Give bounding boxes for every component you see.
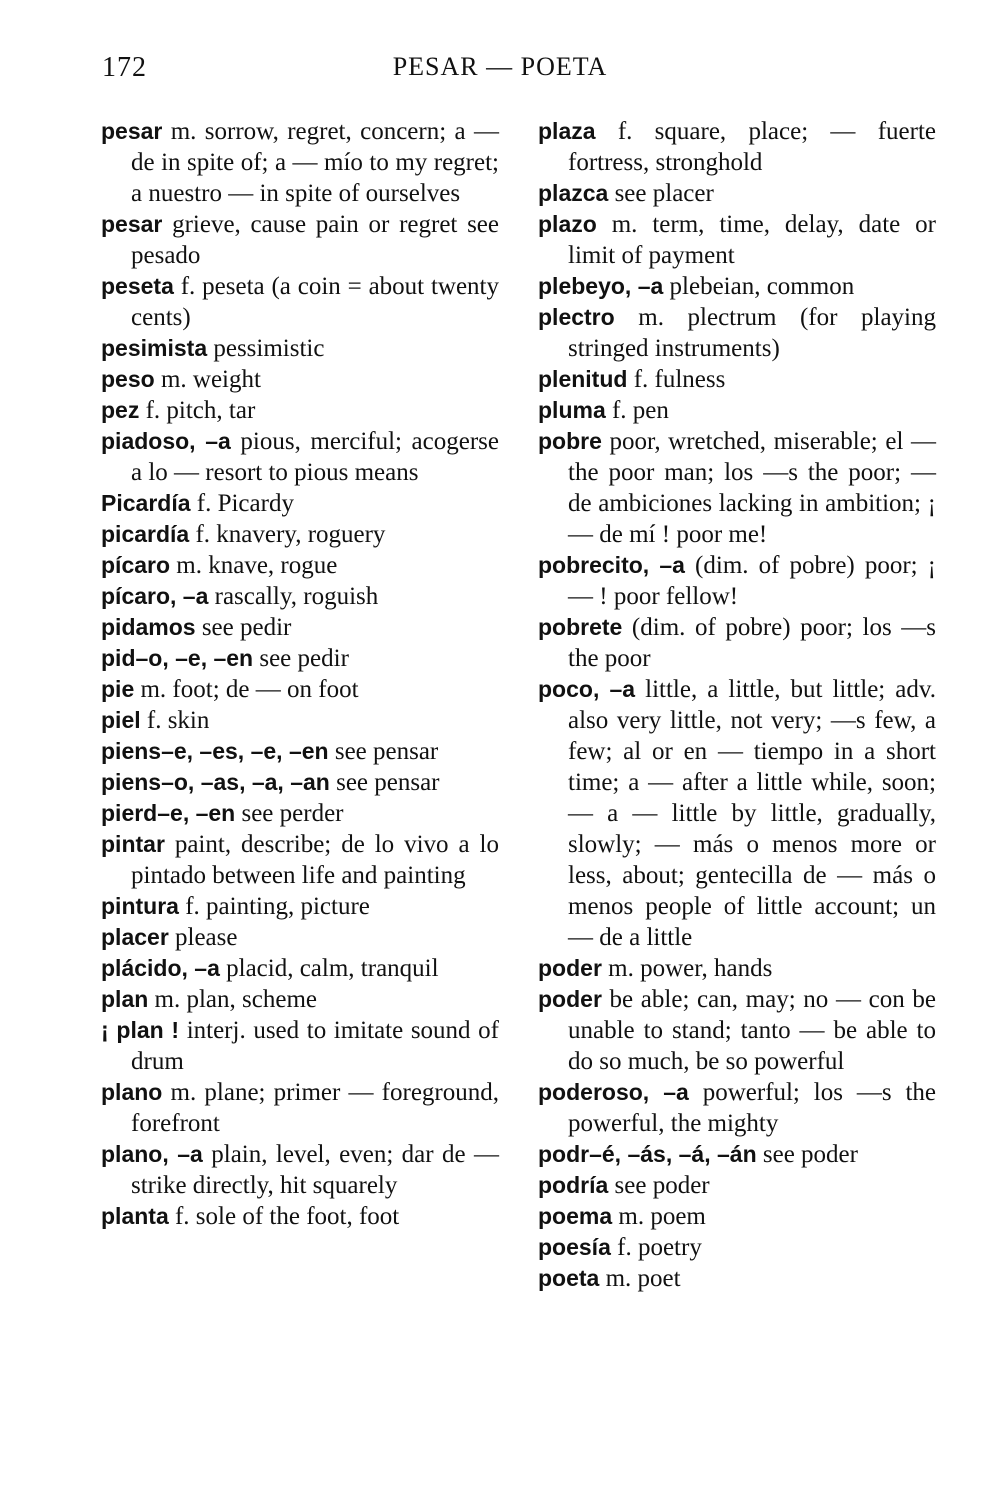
entry-headword: plectro [538,304,615,330]
entry-headword: peso [101,366,155,392]
entry-headword: pid–o, –e, –en [101,645,254,671]
entry-definition: interj. used to imitate sound of drum [131,1017,499,1075]
dictionary-entry [101,643,499,674]
dictionary-entry [538,1201,936,1232]
entry-headword: pícaro, –a [101,583,209,609]
entry-headword: plan [101,986,149,1012]
dictionary-entry [101,333,499,364]
entry-definition: paint, describe; de lo vivo a lo pintado between life and painting [131,831,499,889]
dictionary-entry [538,1139,936,1170]
entry-headword: piens–e, –es, –e, –en [101,738,329,764]
entry-definition: (dim. of pobre) poor; los —s the poor [568,614,936,672]
entry-headword: pierd–e, –en [101,800,236,826]
entry-definition: rascally, roguish [208,583,379,610]
entry-definition: see poder [608,1172,710,1199]
dictionary-entry [101,984,499,1015]
entry-definition: m. poet [599,1265,681,1292]
entry-definition: see poder [756,1141,858,1168]
dictionary-entry [538,550,936,612]
entry-headword: plazo [538,211,597,237]
dictionary-entry [101,922,499,953]
entry-definition: f. poetry [610,1234,702,1261]
entry-headword: piel [101,707,141,733]
entry-definition: f. fulness [627,366,726,393]
entry-definition: f. sole of the foot, foot [168,1203,400,1230]
entry-definition: see pensar [329,769,440,796]
entry-definition: see perder [235,800,344,827]
dictionary-entry [538,953,936,984]
entry-headword: pobrete [538,614,623,640]
entry-definition: f. square, place; — fuerte fortress, stronghold [568,118,936,176]
entry-headword: poema [538,1203,613,1229]
entry-definition: m. power, hands [601,955,773,982]
entry-headword: pesimista [101,335,208,361]
dictionary-entry [538,116,936,178]
dictionary-entry [101,798,499,829]
entry-headword: Picardía [101,490,191,516]
dictionary-entry [101,953,499,984]
entry-headword: picardía [101,521,190,547]
entry-definition: f. pen [605,397,669,424]
dictionary-entry [538,364,936,395]
entry-headword: pez [101,397,140,423]
entry-headword: plaza [538,118,596,144]
entry-definition: grieve, cause pain or regret see pesado [131,211,499,269]
entry-definition: see pedir [195,614,292,641]
entry-headword: pie [101,676,135,702]
dictionary-entry [538,395,936,426]
entry-headword: plano, –a [101,1141,203,1167]
dictionary-entry [101,767,499,798]
dictionary-entry [101,426,499,488]
dictionary-entry [101,705,499,736]
entry-definition: f. peseta (a coin = about twenty cents) [131,273,499,331]
right-column [538,116,936,1294]
entry-headword: pícaro [101,552,171,578]
entry-headword: pintura [101,893,179,919]
entry-headword: poder [538,955,602,981]
dictionary-entry [538,178,936,209]
entry-headword: piadoso, –a [101,428,231,454]
entry-definition: plebeian, common [663,273,855,300]
entry-definition: m. sorrow, regret, concern; a — de in spite of; a — mío to my regret; a nuestro — in spite of ourselves [131,118,499,207]
dictionary-entry [538,302,936,364]
entry-headword: pesar [101,211,163,237]
entry-headword: plazca [538,180,609,206]
entry-definition: pessimistic [207,335,325,362]
dictionary-entry [101,829,499,891]
entry-headword: poesía [538,1234,611,1260]
dictionary-entry [538,1077,936,1139]
entry-definition: see pensar [328,738,439,765]
dictionary-entry [101,891,499,922]
entry-definition: poor, wretched, miserable; el — the poor man; los —s the poor; — de ambiciones lacking in ambition; ¡ — de mí ! poor me! [568,428,936,548]
dictionary-entry [538,1232,936,1263]
entry-definition: plain, level, even; dar de — strike directly, hit squarely [131,1141,499,1199]
dictionary-entry [101,116,499,209]
entry-definition: m. poem [612,1203,706,1230]
dictionary-entry [101,209,499,271]
dictionary-entry [101,1015,499,1077]
entry-definition: m. term, time, delay, date or limit of payment [568,211,936,269]
dictionary-entry [538,674,936,953]
entry-definition: m. plectrum (for playing stringed instruments) [568,304,936,362]
dictionary-entry [101,1139,499,1201]
entry-headword: piens–o, –as, –a, –an [101,769,330,795]
dictionary-entry [101,674,499,705]
entry-definition: f. knavery, roguery [189,521,386,548]
dictionary-entry [101,736,499,767]
entry-definition: f. skin [140,707,210,734]
entry-definition: f. painting, picture [178,893,370,920]
entry-headword: poeta [538,1265,600,1291]
dictionary-entry [538,984,936,1077]
entry-definition: powerful; los —s the powerful, the mighty [568,1079,936,1137]
entry-headword: podr–é, –ás, –á, –án [538,1141,757,1167]
entry-headword: pobre [538,428,602,454]
dictionary-entry [101,581,499,612]
entry-headword: pobrecito, –a [538,552,685,578]
dictionary-entry [538,1170,936,1201]
entry-definition: f. Picardy [190,490,294,517]
entry-definition: be able; can, may; no — con be unable to stand; tanto — be able to do so much, be so powerful [568,986,936,1075]
dictionary-entry [538,271,936,302]
entry-headword: plebeyo, –a [538,273,664,299]
dictionary-entry [538,612,936,674]
entry-headword: peseta [101,273,174,299]
dictionary-entry [101,395,499,426]
entry-definition: m. knave, rogue [170,552,338,579]
left-column [101,116,499,1232]
running-head: PESAR — POETA [392,52,608,81]
entry-definition: placid, calm, tranquil [219,955,439,982]
entry-definition: please [168,924,238,951]
entry-definition: little, a little, but little; adv. also very little, not very; —s few, a few; al or en — tiempo in a short time; a — after a little while, soon; — a — little by little, gradually, slowly; — más o menos more or less, about; gentecilla de — más o menos people of little account; un — de a little [568,676,936,951]
dictionary-entry [101,519,499,550]
dictionary-entry [101,271,499,333]
entry-definition: (dim. of pobre) poor; ¡ — ! poor fellow! [568,552,936,610]
entry-definition: m. weight [154,366,261,393]
entry-headword: pintar [101,831,165,857]
entry-definition: see placer [608,180,714,207]
entry-headword: poder [538,986,602,1012]
entry-headword: podría [538,1172,609,1198]
dictionary-entry [101,364,499,395]
entry-definition: pious, merciful; acogerse a lo — resort to pious means [131,428,499,486]
entry-headword: pidamos [101,614,196,640]
entry-headword: planta [101,1203,169,1229]
entry-definition: f. pitch, tar [139,397,256,424]
entry-headword: ¡ plan ! [101,1017,180,1043]
entry-definition: m. foot; de — on foot [134,676,359,703]
dictionary-entry [101,1077,499,1139]
dictionary-entry [538,426,936,550]
dictionary-entry [101,488,499,519]
entry-headword: plenitud [538,366,628,392]
entry-definition: see pedir [253,645,349,672]
entry-headword: pluma [538,397,606,423]
entry-definition: m. plan, scheme [148,986,317,1013]
entry-headword: pesar [101,118,163,144]
dictionary-entry [538,209,936,271]
dictionary-entry [101,550,499,581]
entry-definition: m. plane; primer — foreground, forefront [131,1079,499,1137]
entry-headword: poco, –a [538,676,636,702]
dictionary-entry [538,1263,936,1294]
entry-headword: poderoso, –a [538,1079,689,1105]
entry-headword: plácido, –a [101,955,220,981]
page-number: 172 [102,52,147,83]
dictionary-entry [101,1201,499,1232]
entry-headword: plano [101,1079,163,1105]
entry-headword: placer [101,924,169,950]
dictionary-entry [101,612,499,643]
